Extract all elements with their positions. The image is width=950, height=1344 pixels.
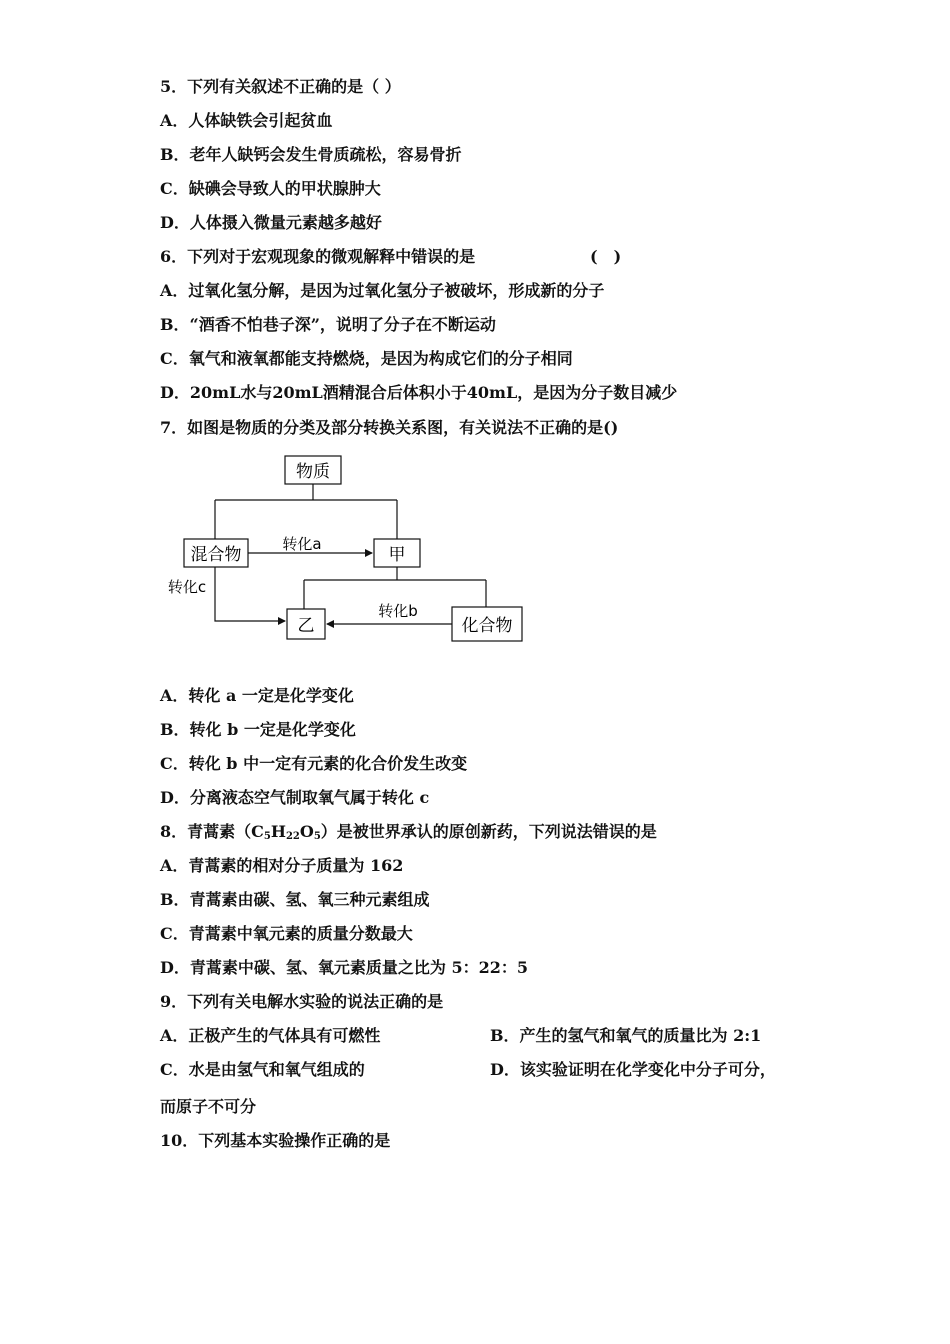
label-conv-c: 转化c xyxy=(167,578,207,596)
q9-stem: 9．下列有关电解水实验的说法正确的是 xyxy=(160,992,444,1011)
q8-option-a: A．青蒿素的相对分子质量为 162 xyxy=(160,856,404,875)
q6-option-b: B．“酒香不怕巷子深”，说明了分子在不断运动 xyxy=(160,315,496,334)
q5-stem: 5．下列有关叙述不正确的是（ ） xyxy=(160,77,401,96)
q7-option-c: C．转化 b 中一定有元素的化合价发生改变 xyxy=(160,754,468,773)
q5-option-a: A．人体缺铁会引起贫血 xyxy=(160,111,333,130)
q5-option-c: C．缺碘会导致人的甲状腺肿大 xyxy=(160,179,381,198)
q9-option-d-continued: 而原子不可分 xyxy=(160,1097,257,1116)
q9-option-b: B．产生的氢气和氧气的质量比为 2:1 xyxy=(490,1026,762,1045)
label-mixture: 混合物 xyxy=(190,545,242,565)
q8-option-b: B．青蒿素由碳、氢、氧三种元素组成 xyxy=(160,890,430,909)
label-conv-a: 转化a xyxy=(282,535,322,553)
label-compound: 化合物 xyxy=(461,616,513,636)
q9-option-a: A．正极产生的气体具有可燃性 xyxy=(160,1026,381,1045)
q6-option-c: C．氧气和液氧都能支持燃烧，是因为构成它们的分子相同 xyxy=(160,349,573,368)
q8-stem-h: H xyxy=(270,822,286,841)
q5-option-b: B．老年人缺钙会发生骨质疏松，容易骨折 xyxy=(160,145,462,164)
q6-option-a: A．过氧化氢分解，是因为过氧化氢分子被破坏，形成新的分子 xyxy=(160,281,605,300)
label-yi: 乙 xyxy=(297,616,315,636)
label-conv-b: 转化b xyxy=(378,602,418,620)
q6-option-d: D．20mL水与20mL酒精混合后体积小于40mL，是因为分子数目减少 xyxy=(160,383,678,402)
q7-option-a: A．转化 a 一定是化学变化 xyxy=(160,686,354,705)
q8-sub-h: 22 xyxy=(285,831,300,842)
q8-option-d: D．青蒿素中碳、氢、氧元素质量之比为 5：22：5 xyxy=(160,958,528,977)
q7-option-d: D．分离液态空气制取氧气属于转化 c xyxy=(160,788,430,807)
label-jia: 甲 xyxy=(388,545,406,565)
q6-answer-paren: ( ) xyxy=(590,247,622,266)
q8-stem-pre: 8．青蒿素（C xyxy=(160,822,264,841)
q9-option-c: C．水是由氢气和氧气组成的 xyxy=(160,1060,365,1079)
q8-sub-o: 5 xyxy=(313,831,321,842)
q7-stem: 7．如图是物质的分类及部分转换关系图，有关说法不正确的是() xyxy=(160,418,619,437)
label-root: 物质 xyxy=(296,462,330,482)
classification-diagram xyxy=(160,450,540,650)
q6-stem: 6．下列对于宏观现象的微观解释中错误的是 xyxy=(160,247,476,266)
q8-stem-o: O xyxy=(299,822,314,841)
q9-option-d: D．该实验证明在化学变化中分子可分， xyxy=(490,1060,776,1079)
q7-option-b: B．转化 b 一定是化学变化 xyxy=(160,720,356,739)
q5-option-d: D．人体摄入微量元素越多越好 xyxy=(160,213,382,232)
q8-stem-post: ）是被世界承认的原创新药，下列说法错误的是 xyxy=(320,822,657,841)
q8-option-c: C．青蒿素中氧元素的质量分数最大 xyxy=(160,924,413,943)
q8-sub-c: 5 xyxy=(263,831,271,842)
q10-stem: 10．下列基本实验操作正确的是 xyxy=(160,1131,391,1150)
conversion-c-arrow xyxy=(215,567,285,621)
q8-stem xyxy=(160,821,657,848)
